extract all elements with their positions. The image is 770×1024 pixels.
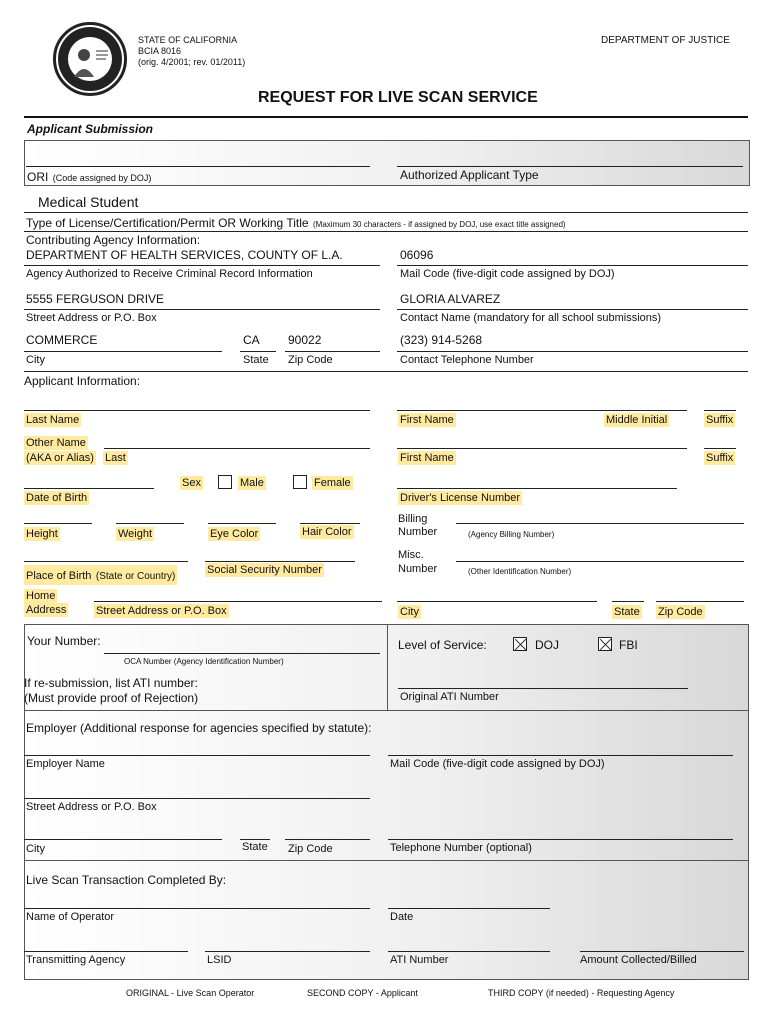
- phone-value[interactable]: (323) 914-5268: [400, 333, 483, 347]
- home-label-2: Address: [26, 604, 67, 616]
- applicant-heading: Applicant Information:: [24, 374, 141, 388]
- employer-state-label: State: [242, 841, 268, 853]
- street-value[interactable]: 5555 FERGUSON DRIVE: [26, 292, 165, 306]
- employer-street-label: Street Address or P.O. Box: [26, 801, 157, 813]
- alias-first-field[interactable]: First Name: [400, 452, 454, 464]
- resubmission-label-2: (Must provide proof of Rejection): [24, 691, 199, 705]
- contact-name-value[interactable]: GLORIA ALVAREZ: [400, 292, 501, 306]
- alias-last-field[interactable]: Last: [105, 452, 126, 464]
- home-state-field[interactable]: State: [614, 606, 640, 618]
- sex-label: Sex: [182, 477, 201, 489]
- other-name-label-1: Other Name: [26, 437, 86, 449]
- lsid-label: LSID: [207, 954, 232, 966]
- home-zip-field[interactable]: Zip Code: [658, 606, 703, 618]
- female-label: Female: [314, 477, 351, 489]
- doj-label: DOJ: [535, 638, 559, 652]
- ssn-field[interactable]: Social Security Number: [207, 564, 322, 576]
- transaction-heading: Live Scan Transaction Completed By:: [26, 873, 227, 887]
- zip-value[interactable]: 90022: [288, 333, 322, 347]
- employer-mail-code-label: Mail Code (five-digit code assigned by DOJ): [390, 758, 605, 770]
- seal-emblem: [56, 25, 124, 93]
- state-value[interactable]: CA: [243, 333, 260, 347]
- zip-label: Zip Code: [288, 354, 333, 366]
- fbi-label: FBI: [619, 638, 638, 652]
- agency-name-label: Agency Authorized to Receive Criminal Record Information: [26, 268, 313, 280]
- original-ati-label: Original ATI Number: [400, 691, 499, 703]
- state-name: STATE OF CALIFORNIA: [138, 35, 238, 45]
- last-name-field[interactable]: Last Name: [26, 414, 80, 426]
- resubmission-label-1: If re-submission, list ATI number:: [24, 676, 198, 690]
- date-label: Date: [390, 911, 414, 923]
- first-name-field[interactable]: First Name: [400, 414, 454, 426]
- suffix-field[interactable]: Suffix: [706, 414, 734, 426]
- applicant-type-label: Authorized Applicant Type: [400, 168, 539, 182]
- home-street-field[interactable]: Street Address or P.O. Box: [96, 605, 227, 617]
- employer-city-label: City: [26, 843, 45, 855]
- form-number: BCIA 8016: [138, 46, 182, 56]
- footer-copy-second: SECOND COPY - Applicant: [307, 988, 418, 998]
- agency-heading: Contributing Agency Information:: [26, 233, 201, 247]
- footer-copy-original: ORIGINAL - Live Scan Operator: [126, 988, 255, 998]
- employer-heading: Employer (Additional response for agencies specified by statute):: [26, 721, 372, 735]
- eye-color-field[interactable]: Eye Color: [210, 528, 259, 540]
- billing-note: (Agency Billing Number): [468, 530, 555, 539]
- hair-color-field[interactable]: Hair Color: [302, 526, 352, 538]
- employer-phone-label: Telephone Number (optional): [390, 842, 532, 854]
- billing-label-1: Billing: [398, 513, 428, 525]
- contact-name-label: Contact Name (mandatory for all school submissions): [400, 312, 662, 324]
- mail-code-label: Mail Code (five-digit code assigned by DOJ): [400, 268, 615, 280]
- weight-field[interactable]: Weight: [118, 528, 153, 540]
- transmitting-agency-label: Transmitting Agency: [26, 954, 126, 966]
- phone-label: Contact Telephone Number: [400, 354, 534, 366]
- your-number-label: Your Number:: [27, 634, 101, 648]
- male-label: Male: [240, 477, 264, 489]
- male-checkbox[interactable]: [218, 475, 232, 489]
- ori-label: ORI (Code assigned by DOJ): [27, 170, 152, 184]
- state-label: State: [243, 354, 269, 366]
- other-name-label-2: (AKA or Alias): [26, 452, 94, 464]
- fbi-checkbox[interactable]: [598, 637, 612, 651]
- department-name: DEPARTMENT OF JUSTICE: [601, 35, 730, 46]
- amount-label: Amount Collected/Billed: [580, 954, 697, 966]
- form-revision: (orig. 4/2001; rev. 01/2011): [138, 57, 246, 67]
- form-title: REQUEST FOR LIVE SCAN SERVICE: [258, 89, 538, 106]
- mail-code-value[interactable]: 06096: [400, 248, 434, 262]
- street-label: Street Address or P.O. Box: [26, 312, 157, 324]
- alias-suffix-field[interactable]: Suffix: [706, 452, 734, 464]
- billing-label-2: Number: [398, 526, 438, 538]
- drivers-license-field[interactable]: Driver's License Number: [400, 492, 521, 504]
- home-city-field[interactable]: City: [400, 606, 419, 618]
- operator-label: Name of Operator: [26, 911, 115, 923]
- home-label-1: Home: [26, 590, 56, 602]
- level-of-service-label: Level of Service:: [398, 638, 487, 652]
- footer-copy-third: THIRD COPY (if needed) - Requesting Agency: [488, 988, 675, 998]
- section-title: Applicant Submission: [27, 122, 154, 136]
- doj-checkbox[interactable]: [513, 637, 527, 651]
- license-value[interactable]: Medical Student: [38, 194, 139, 210]
- misc-label-1: Misc.: [398, 549, 424, 561]
- pob-field[interactable]: Place of Birth (State or Country): [24, 565, 177, 585]
- misc-label-2: Number: [398, 563, 438, 575]
- female-checkbox[interactable]: [293, 475, 307, 489]
- dob-field[interactable]: Date of Birth: [26, 492, 88, 504]
- doj-seal: [53, 22, 127, 96]
- ati-number-label: ATI Number: [390, 954, 449, 966]
- employer-name-label: Employer Name: [26, 758, 105, 770]
- middle-initial-field[interactable]: Middle Initial: [606, 414, 668, 426]
- agency-name-value[interactable]: DEPARTMENT OF HEALTH SERVICES, COUNTY OF L.A.: [26, 248, 343, 262]
- city-label: City: [26, 354, 45, 366]
- city-value[interactable]: COMMERCE: [26, 333, 98, 347]
- misc-note: (Other Identification Number): [468, 567, 572, 576]
- license-label: Type of License/Certification/Permit OR Working Title (Maximum 30 characters - if assigned by DOJ, use exact title assigned): [26, 216, 566, 230]
- oca-note: OCA Number (Agency Identification Number): [124, 657, 284, 666]
- height-field[interactable]: Height: [26, 528, 58, 540]
- employer-zip-label: Zip Code: [288, 843, 333, 855]
